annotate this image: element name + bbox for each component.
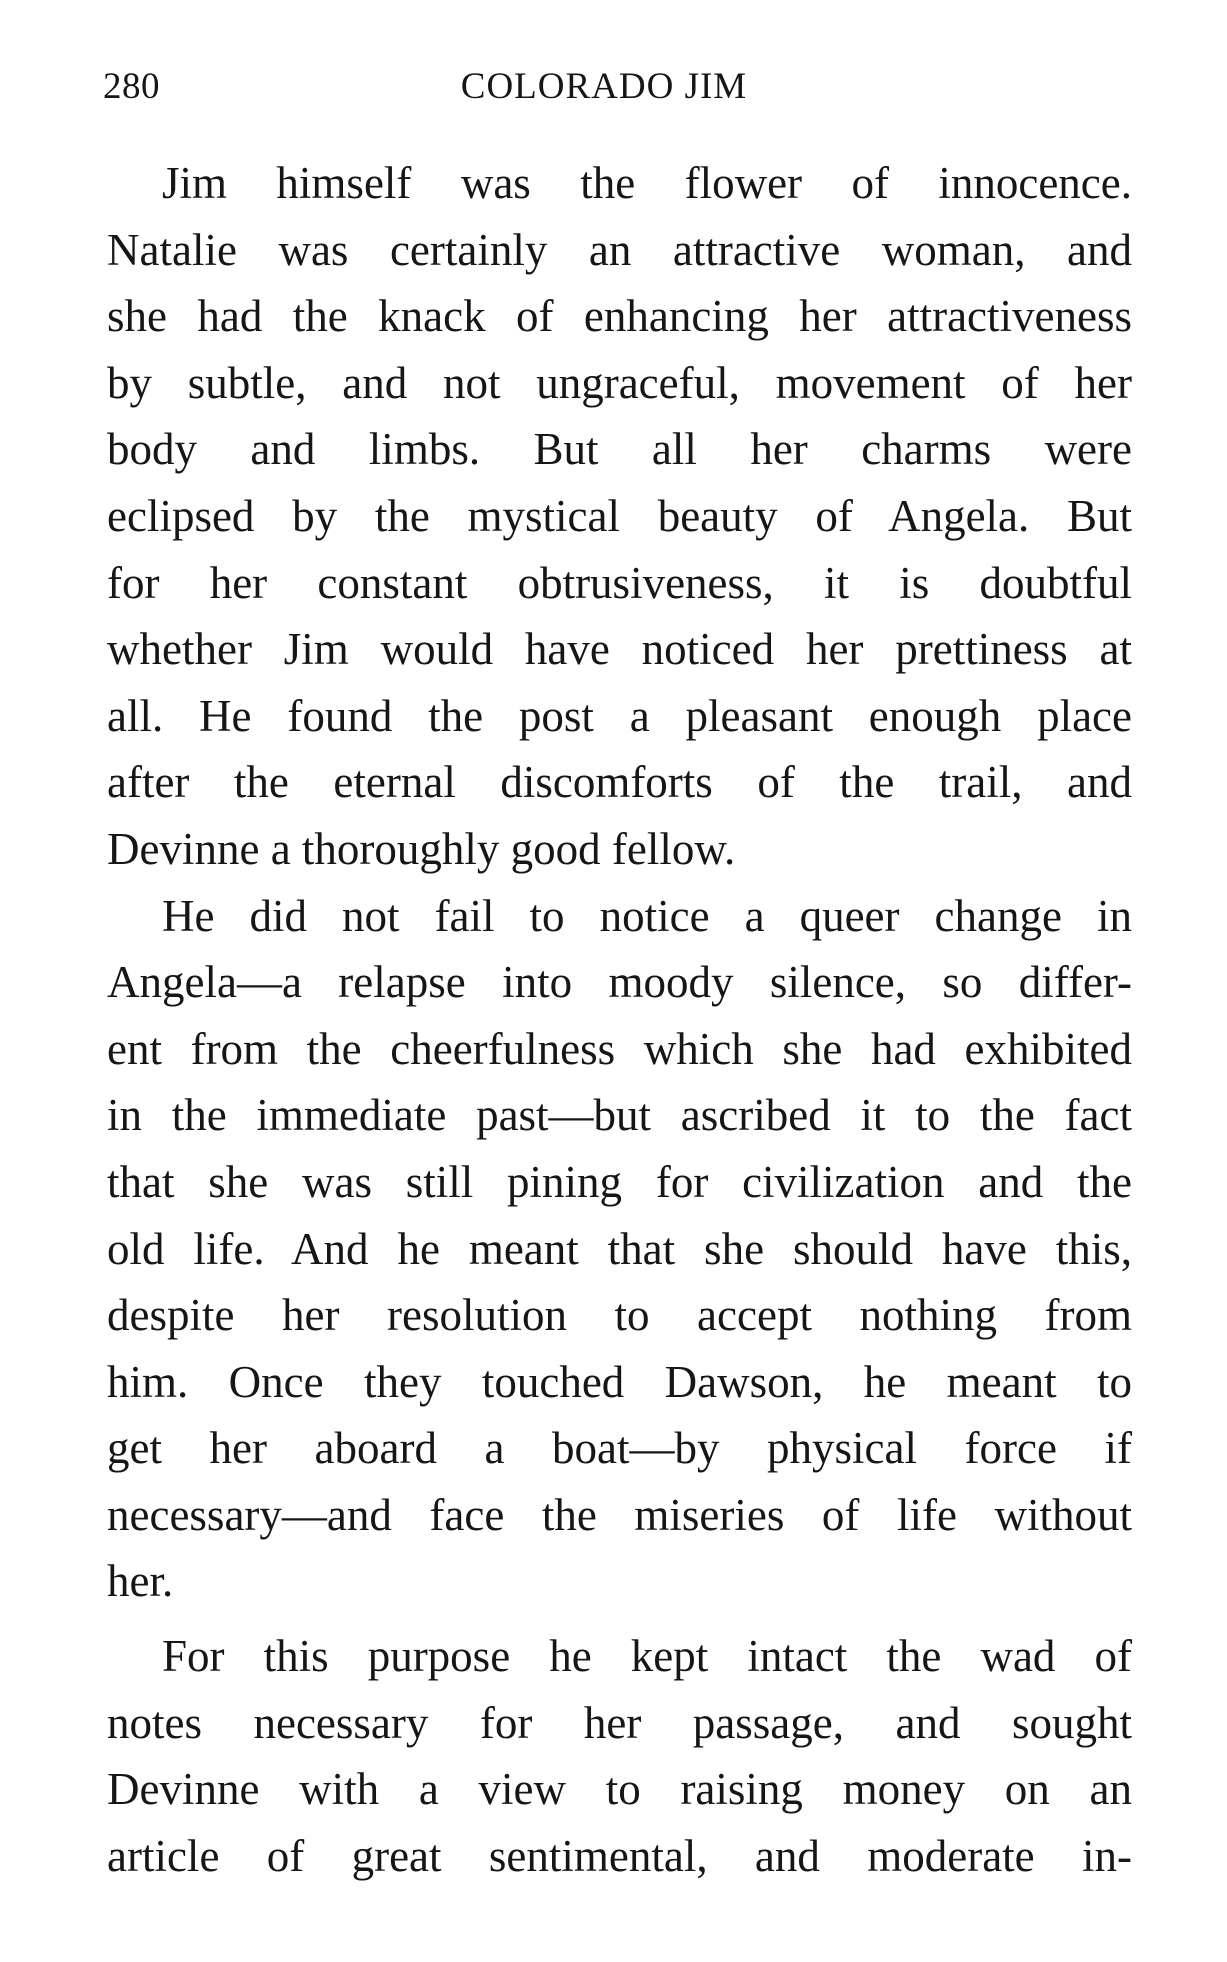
text-line: Natalie was certainly an attractive woman, and — [107, 224, 1132, 275]
text-line: Jim himself was the flower of innocence. — [162, 158, 1132, 208]
text-line: for her constant obtrusiveness, it is doubtful — [107, 557, 1132, 608]
text-line: Devinne with a view to raising money on an — [107, 1764, 1132, 1815]
text-line: notes necessary for her passage, and sought — [107, 1697, 1132, 1748]
text-line: whether Jim would have noticed her prettiness at — [107, 624, 1132, 675]
body-text — [107, 150, 1132, 1889]
text-line: Angela—a relapse into moody silence, so differ- — [107, 957, 1132, 1008]
text-line: her. — [107, 1556, 174, 1607]
paragraph — [107, 883, 1132, 1616]
running-head — [103, 62, 1135, 112]
text-line: necessary—and face the miseries of life without — [107, 1489, 1132, 1540]
text-line: after the eternal discomforts of the trail, and — [107, 757, 1132, 808]
text-line: in the immediate past—but ascribed it to the fact — [107, 1090, 1132, 1141]
paragraph — [107, 1623, 1132, 1889]
text-line: that she was still pining for civilization and the — [107, 1156, 1132, 1207]
text-line: Devinne a thoroughly good fellow. — [107, 823, 736, 874]
text-line: article of great sentimental, and moderate in- — [107, 1830, 1132, 1881]
text-line: eclipsed by the mystical beauty of Angela. But — [107, 490, 1132, 541]
text-line: by subtle, and not ungraceful, movement of her — [107, 357, 1132, 408]
running-title: COLORADO JIM — [460, 66, 748, 107]
text-line: despite her resolution to accept nothing from — [107, 1290, 1132, 1341]
text-line: He did not fail to notice a queer change in — [162, 890, 1132, 941]
text-line: get her aboard a boat—by physical force if — [107, 1423, 1132, 1474]
paragraph-gap — [107, 1615, 1132, 1623]
page-number: 280 — [103, 66, 160, 107]
text-line: body and limbs. But all her charms were — [107, 424, 1132, 475]
text-line: all. He found the post a pleasant enough place — [107, 690, 1132, 741]
text-line: she had the knack of enhancing her attractiveness — [107, 291, 1132, 342]
text-line: him. Once they touched Dawson, he meant to — [107, 1356, 1132, 1407]
text-line: old life. And he meant that she should have this, — [107, 1223, 1132, 1274]
text-line: ent from the cheerfulness which she had exhibited — [107, 1023, 1132, 1074]
text-line: For this purpose he kept intact the wad of — [162, 1631, 1132, 1682]
paragraph — [107, 150, 1132, 883]
